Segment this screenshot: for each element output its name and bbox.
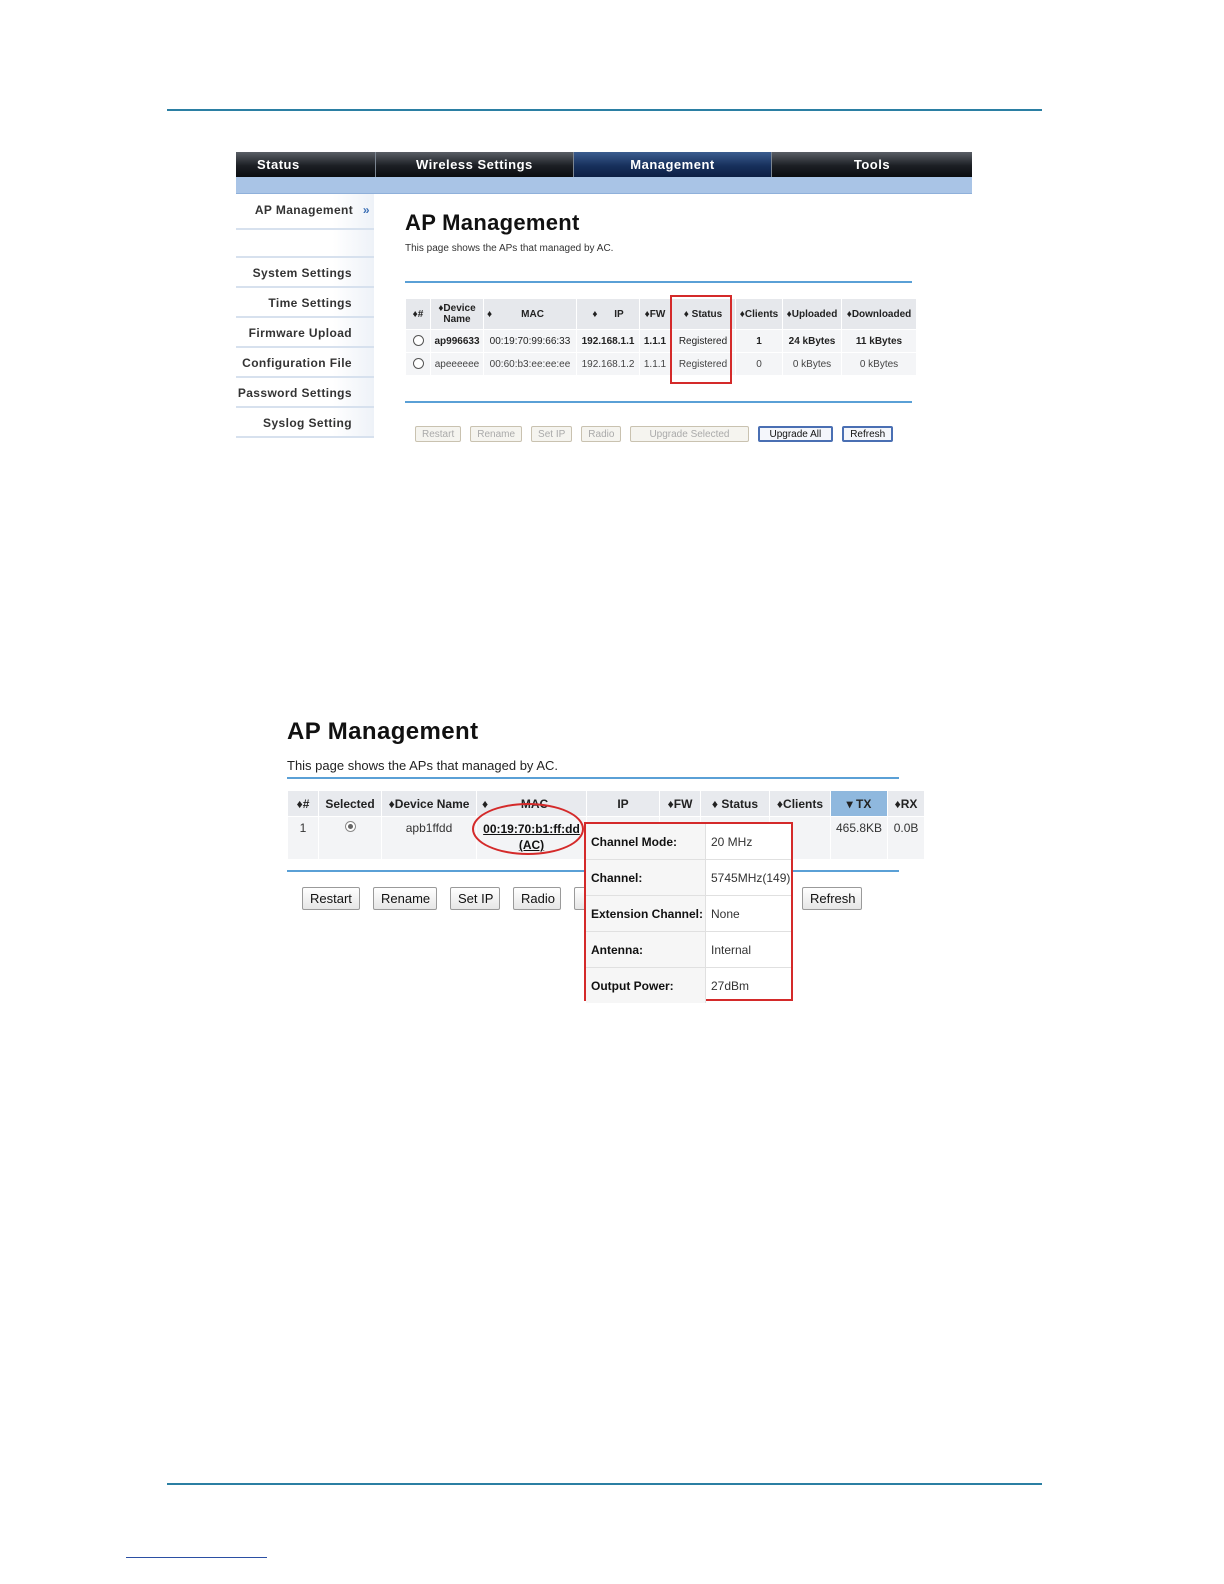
cell-number: 1: [288, 817, 319, 860]
sub-nav-bar: [236, 177, 972, 194]
radio-button[interactable]: [413, 335, 424, 346]
page-description: This page shows the APs that managed by AC.: [287, 758, 558, 773]
radio-button-selected[interactable]: [345, 821, 356, 832]
popup-value: 27dBm: [711, 978, 750, 993]
refresh-button[interactable]: Refresh: [802, 887, 862, 910]
popup-row: [586, 932, 791, 968]
col-header-clients[interactable]: ♦Clients: [770, 791, 831, 817]
table-row[interactable]: [406, 330, 917, 353]
sidebar-item-label: AP Management: [254, 203, 354, 217]
bottom-rule: [167, 1483, 1042, 1485]
cell-selected[interactable]: [319, 817, 382, 860]
popup-key: Output Power:: [586, 968, 706, 1004]
table-header-row: [406, 299, 917, 330]
set-ip-button[interactable]: Set IP: [450, 887, 500, 910]
radio-button-action[interactable]: Radio: [581, 426, 621, 442]
table-row[interactable]: [406, 353, 917, 376]
cell-ip: 192.168.1.1: [577, 330, 640, 353]
popup-value: 20 MHz: [706, 824, 792, 860]
footer-underline: [126, 1557, 267, 1558]
cell-device: ap996633: [431, 330, 484, 353]
radio-info-popup: [584, 822, 793, 1001]
top-nav: [236, 152, 972, 177]
popup-value: 5745MHz(149): [706, 860, 792, 896]
cell-ip: 192.168.1.2: [577, 353, 640, 376]
sidebar-item-configuration-file[interactable]: Configuration File: [236, 348, 374, 378]
popup-row: [586, 968, 791, 1004]
cell-device: apeeeeee: [431, 353, 484, 376]
page-title: AP Management: [405, 210, 580, 235]
mac-ac-label[interactable]: (AC): [518, 838, 545, 852]
col-header-mac[interactable]: ♦ MAC: [477, 791, 587, 817]
col-header-device-name[interactable]: ♦Device Name: [431, 299, 484, 330]
popup-value: Internal: [706, 932, 792, 968]
col-header-device-name[interactable]: ♦Device Name: [382, 791, 477, 817]
refresh-button[interactable]: Refresh: [842, 426, 893, 442]
divider: [405, 401, 912, 403]
sort-icon: ♦: [438, 303, 444, 314]
sidebar: [236, 194, 374, 438]
row-radio[interactable]: [406, 353, 431, 376]
sidebar-item-password-settings[interactable]: Password Settings: [236, 378, 374, 408]
sidebar-item-firmware-upload[interactable]: Firmware Upload: [236, 318, 374, 348]
upgrade-all-button[interactable]: Upgrade All: [758, 426, 834, 442]
popup-value: None: [706, 896, 792, 932]
screenshot-ap-management-list: [236, 152, 972, 450]
col-header-status[interactable]: ♦ Status: [701, 791, 770, 817]
popup-key: Channel:: [586, 860, 706, 896]
col-header-downloaded[interactable]: ♦Downloaded: [842, 299, 917, 330]
sidebar-item-time-settings[interactable]: Time Settings: [236, 288, 374, 318]
divider: [405, 281, 912, 283]
popup-table: [586, 824, 791, 1003]
popup-row: [586, 896, 791, 932]
col-header-status[interactable]: ♦ Status: [671, 299, 736, 330]
restart-button[interactable]: Restart: [302, 887, 360, 910]
cell-fw: 1.1.1: [640, 353, 671, 376]
upgrade-selected-button[interactable]: Upgrade Selected: [630, 426, 748, 442]
mac-link[interactable]: 00:19:70:b1:ff:dd: [483, 822, 580, 836]
col-header-ip[interactable]: ♦ IP: [577, 299, 640, 330]
col-header-fw[interactable]: ♦FW: [660, 791, 701, 817]
radio-button[interactable]: [413, 358, 424, 369]
sidebar-item-system-settings[interactable]: System Settings: [236, 258, 374, 288]
tab-status[interactable]: Status: [236, 152, 376, 177]
rename-button[interactable]: Rename: [470, 426, 522, 442]
cell-status: Registered: [671, 330, 736, 353]
page-description: This page shows the APs that managed by AC.: [405, 243, 614, 254]
top-rule: [167, 109, 1042, 111]
cell-uploaded: 0 kBytes: [783, 353, 842, 376]
row-radio[interactable]: [406, 330, 431, 353]
tab-wireless-settings[interactable]: Wireless Settings: [376, 152, 574, 177]
cell-status: Registered: [671, 353, 736, 376]
cell-downloaded: 0 kBytes: [842, 353, 917, 376]
table-header-row: [288, 791, 925, 817]
popup-row: [586, 860, 791, 896]
page-title: AP Management: [287, 718, 479, 745]
col-header-number[interactable]: ♦#: [288, 791, 319, 817]
popup-key: Antenna:: [586, 932, 706, 968]
radio-button-action[interactable]: Radio: [513, 887, 561, 910]
divider: [287, 777, 899, 779]
cell-fw: 1.1.1: [640, 330, 671, 353]
col-header-ip[interactable]: IP: [587, 791, 660, 817]
button-row: [415, 426, 893, 442]
col-header-number[interactable]: ♦#: [406, 299, 431, 330]
cell-clients: 0: [736, 353, 783, 376]
set-ip-button[interactable]: Set IP: [531, 426, 572, 442]
cell-mac: 00:60:b3:ee:ee:ee: [484, 353, 577, 376]
popup-row: [586, 824, 791, 860]
popup-key: Channel Mode:: [586, 824, 706, 860]
cell-clients: 1: [736, 330, 783, 353]
col-header-rx[interactable]: ♦RX: [888, 791, 925, 817]
col-header-fw[interactable]: ♦FW: [640, 299, 671, 330]
tab-management[interactable]: Management: [574, 152, 772, 177]
sidebar-item-ap-management[interactable]: [236, 194, 374, 230]
sort-icon: ♦: [487, 308, 493, 320]
cell-rx: 0.0B: [888, 817, 925, 860]
col-header-selected[interactable]: Selected: [319, 791, 382, 817]
col-header-mac[interactable]: ♦ MAC: [484, 299, 577, 330]
status-highlight-box: [670, 295, 732, 384]
tab-tools[interactable]: Tools: [853, 157, 891, 172]
double-chevron-icon: »: [362, 203, 370, 217]
sort-icon: ♦: [482, 796, 489, 811]
sidebar-item-syslog-setting[interactable]: Syslog Setting: [236, 408, 374, 438]
col-header-uploaded[interactable]: ♦Uploaded: [783, 299, 842, 330]
cell-tx: 465.8KB: [831, 817, 888, 860]
cell-mac: 00:19:70:99:66:33: [484, 330, 577, 353]
popup-key: Extension Channel:: [586, 896, 706, 932]
col-header-tx[interactable]: ▾ TX: [831, 791, 888, 817]
sort-icon: ♦: [592, 308, 598, 320]
sidebar-spacer: [236, 230, 374, 258]
cell-device: apb1ffdd: [382, 817, 477, 860]
restart-button[interactable]: Restart: [415, 426, 461, 442]
col-header-clients[interactable]: ♦Clients: [736, 299, 783, 330]
cell-uploaded: 24 kBytes: [783, 330, 842, 353]
rename-button[interactable]: Rename: [373, 887, 437, 910]
ap-table: [405, 298, 917, 376]
cell-downloaded: 11 kBytes: [842, 330, 917, 353]
mac-highlight-ellipse: [472, 803, 584, 855]
